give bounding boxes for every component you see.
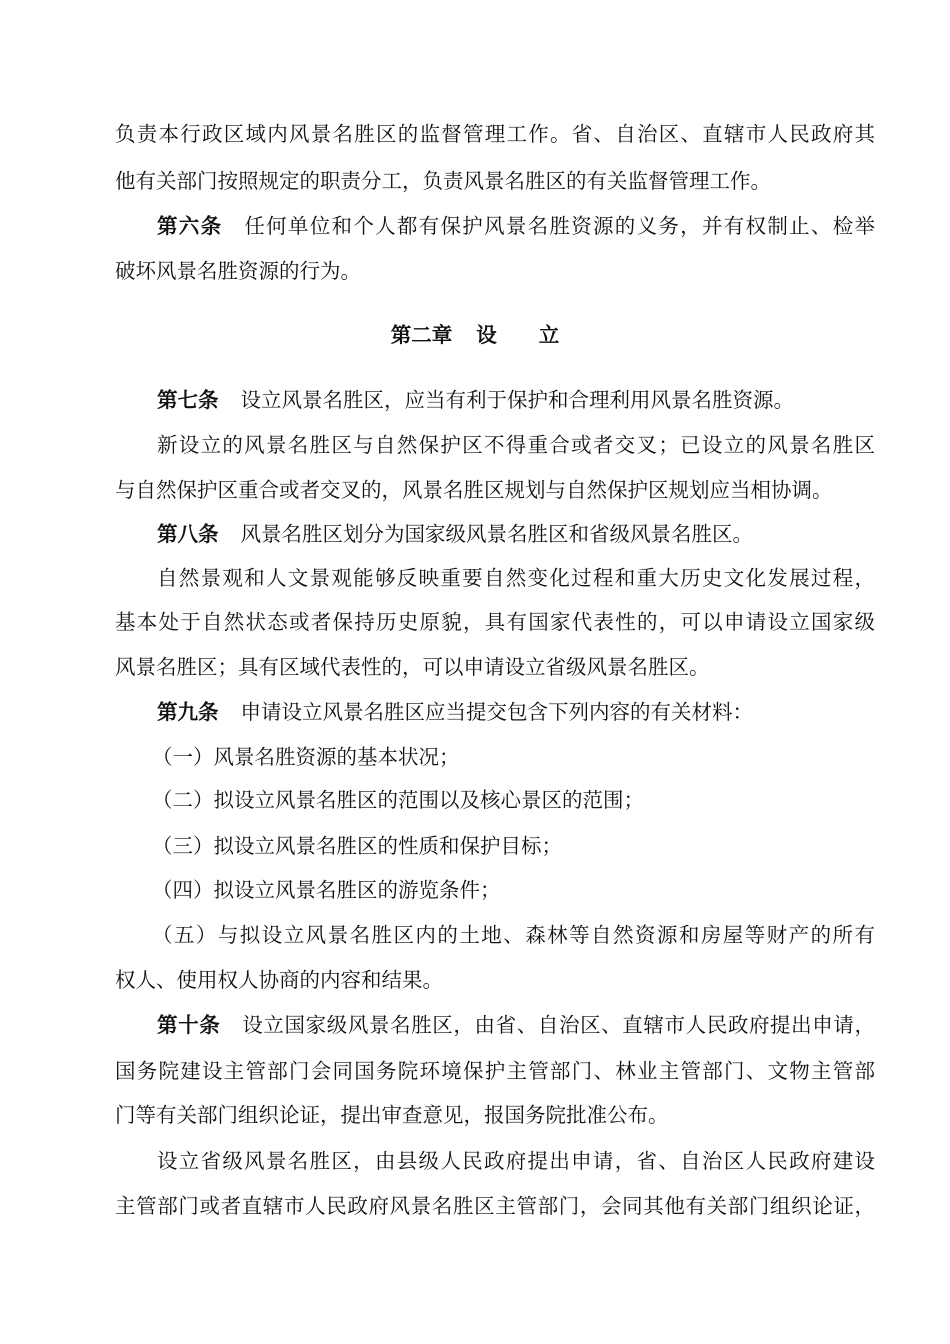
list-item: （一）风景名胜资源的基本状况； <box>152 745 460 769</box>
paragraph-line: 风景名胜区；具有区域代表性的，可以申请设立省级风景名胜区。 <box>115 655 710 679</box>
list-item: （五）与拟设立风景名胜区内的土地、森林等自然资源和房屋等财产的所有 <box>152 923 875 947</box>
paragraph-line: 负责本行政区域内风景名胜区的监督管理工作。省、自治区、直辖市人民政府其 <box>115 122 875 146</box>
chapter-heading <box>0 320 950 350</box>
list-item: （二）拟设立风景名胜区的范围以及核心景区的范围； <box>152 788 644 812</box>
list-item: （四）拟设立风景名胜区的游览条件； <box>152 878 501 902</box>
paragraph-line: 门等有关部门组织论证，提出审查意见，报国务院批准公布。 <box>115 1103 669 1127</box>
chapter-title-char: 立 <box>538 323 560 347</box>
paragraph-line: 设立省级风景名胜区，由县级人民政府提出申请，省、自治区人民政府建设 <box>157 1149 875 1173</box>
article-8 <box>157 519 875 549</box>
list-item: （三）拟设立风景名胜区的性质和保护目标； <box>152 834 562 858</box>
article-text: 风景名胜区划分为国家级风景名胜区和省级风景名胜区。 <box>240 522 753 546</box>
paragraph-line: 与自然保护区重合或者交叉的，风景名胜区规划与自然保护区规划应当相协调。 <box>115 478 833 502</box>
article-6 <box>157 211 875 241</box>
paragraph-line: 权人、使用权人协商的内容和结果。 <box>115 968 443 992</box>
paragraph-line: 国务院建设主管部门会同国务院环境保护主管部门、林业主管部门、文物主管部 <box>115 1059 875 1083</box>
paragraph-line: 主管部门或者直辖市人民政府风景名胜区主管部门，会同其他有关部门组织论证， <box>115 1194 875 1218</box>
article-text: 申请设立风景名胜区应当提交包含下列内容的有关材料： <box>240 700 753 724</box>
article-label: 第七条 <box>157 388 219 412</box>
paragraph-line: 破坏风景名胜资源的行为。 <box>115 259 361 283</box>
paragraph-line: 自然景观和人文景观能够反映重要自然变化过程和重大历史文化发展过程， <box>157 566 875 590</box>
article-10 <box>157 1010 875 1040</box>
article-label: 第八条 <box>157 522 219 546</box>
chapter-number: 第二章 <box>390 323 453 347</box>
article-label: 第九条 <box>157 700 219 724</box>
article-7 <box>157 385 875 415</box>
article-text: 设立风景名胜区，应当有利于保护和合理利用风景名胜资源。 <box>240 388 794 412</box>
chapter-title-char: 设 <box>476 323 497 347</box>
article-9 <box>157 697 875 727</box>
article-text: 设立国家级风景名胜区，由省、自治区、直辖市人民政府提出申请， <box>242 1013 875 1037</box>
paragraph-line: 基本处于自然状态或者保持历史原貌，具有国家代表性的，可以申请设立国家级 <box>115 610 875 634</box>
paragraph-line: 新设立的风景名胜区与自然保护区不得重合或者交叉；已设立的风景名胜区 <box>157 433 875 457</box>
article-label: 第十条 <box>157 1013 221 1037</box>
article-label: 第六条 <box>157 214 223 238</box>
paragraph-line: 他有关部门按照规定的职责分工，负责风景名胜区的有关监督管理工作。 <box>115 169 771 193</box>
article-text: 任何单位和个人都有保护风景名胜资源的义务，并有权制止、检举 <box>244 214 876 238</box>
